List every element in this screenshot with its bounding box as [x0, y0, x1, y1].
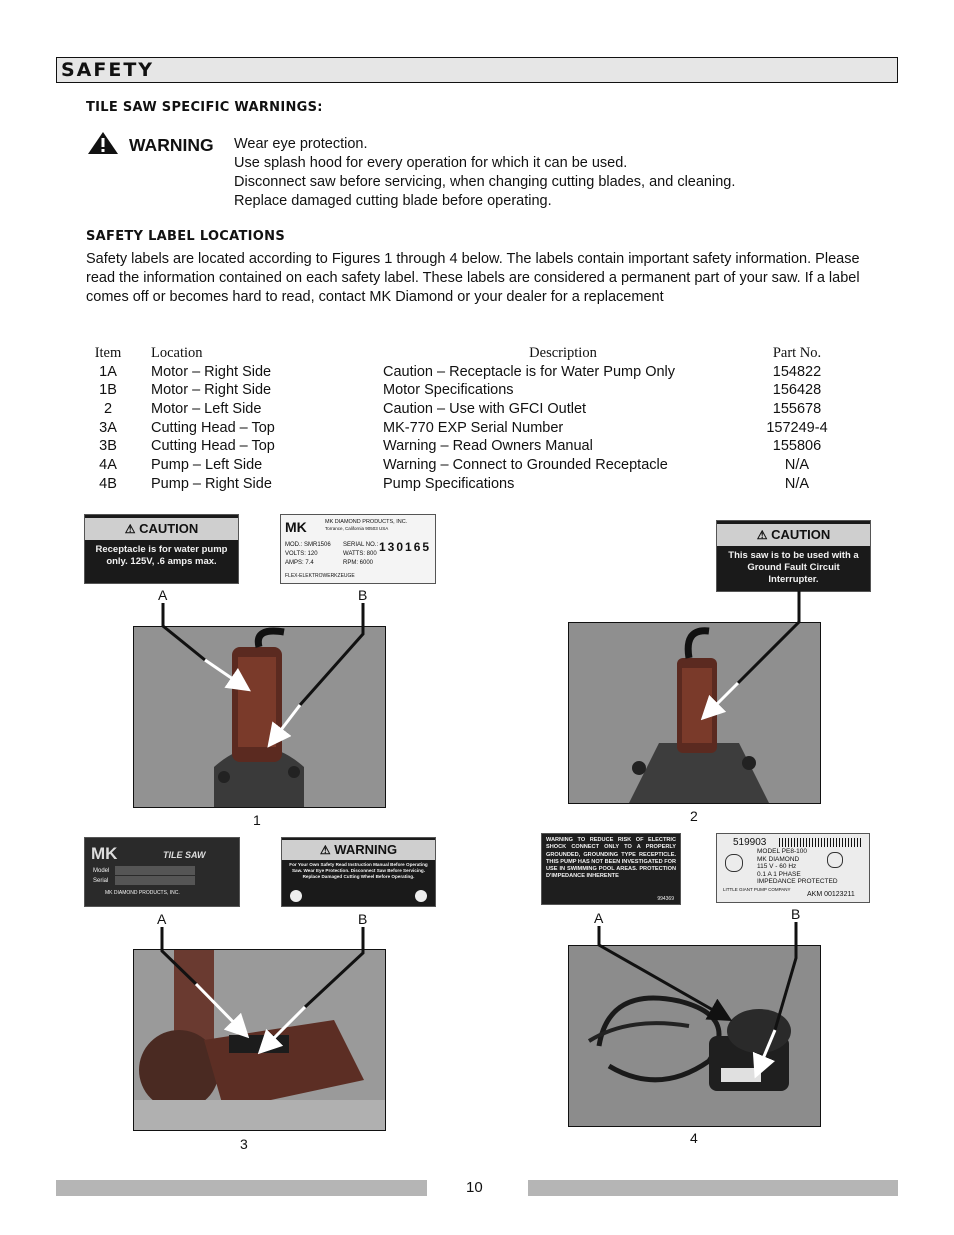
label-4a-code: 994369: [657, 896, 674, 902]
cell-part-no: 157249-4: [766, 419, 828, 436]
cell-location: Pump – Left Side: [151, 457, 263, 474]
label-1b-company: MK DIAMOND PRODUCTS, INC.: [325, 519, 408, 525]
label-4a-warning: [541, 833, 681, 905]
cell-description: MK-770 EXP Serial Number: [383, 419, 564, 436]
cell-part-no: N/A: [784, 475, 810, 492]
table-row: [86, 364, 846, 383]
label-3a-model: Model: [93, 868, 110, 874]
label-locations-heading: SAFETY LABEL LOCATIONS: [86, 229, 285, 244]
label-1b-serial-label: SERIAL NO.:: [343, 542, 379, 548]
cell-location: Cutting Head – Top: [151, 419, 275, 436]
warning-line: Use splash hood for every operation for which it can be used.: [234, 155, 628, 171]
label-1b-rpm: RPM: 6000: [343, 560, 374, 566]
figure-1-number: 1: [253, 812, 261, 828]
figure-2-number: 2: [690, 808, 698, 824]
label-1a-body: Receptacle is for water pump only. 125V, .6 amps max.: [95, 544, 228, 567]
warning-line: Replace damaged cutting blade before operating.: [234, 193, 552, 209]
label-1b-amps: AMPS: 7.4: [285, 560, 314, 566]
table-row: [86, 457, 846, 476]
label-1a-caution: ⚠ CAUTION Receptacle is for water pump only. 125V, .6 amps max.: [84, 514, 239, 584]
table-header-row: [86, 345, 846, 364]
cell-item: 4B: [99, 475, 117, 492]
figure-1-letter-b: B: [358, 587, 368, 603]
figure-4-number: 4: [690, 1130, 698, 1146]
label-1a-title: CAUTION: [139, 521, 199, 536]
header-location: Location: [151, 345, 203, 361]
cell-description: Pump Specifications: [383, 475, 515, 492]
warning-word: WARNING: [129, 135, 214, 155]
cell-item: 2: [103, 401, 113, 418]
cell-item: 1B: [99, 382, 117, 399]
cell-description: Caution – Receptacle is for Water Pump Only: [383, 363, 676, 380]
label-4a-text: WARNING TO REDUCE RISK OF ELECTRIC SHOCK CONNECT ONLY TO A PROPERLY GROUNDED, GROUNDING TYPE RECEPTICLE. THIS PUMP HAS NOT BEEN INVESTIGATED FOR USE IN SWIMMING POOL AREAS. PROTECTION D'IMPEDANCE INHERENTE: [546, 837, 677, 880]
warning-line: Wear eye protection.: [234, 136, 368, 152]
label-4b-spec2: 0.1 A 1 PHASE: [757, 870, 801, 878]
cell-item: 3A: [99, 419, 117, 436]
cell-description: Warning – Read Owners Manual: [383, 438, 593, 455]
figure-3-photo: [133, 949, 386, 1131]
section-header-bar: [56, 57, 898, 83]
cell-location: Motor – Right Side: [151, 363, 272, 380]
label-4b-spec1: 115 V - 60 Hz: [757, 863, 797, 870]
label-4b-maker: LITTLE GIANT PUMP COMPANY: [723, 887, 791, 892]
cell-description: Motor Specifications: [383, 382, 514, 399]
figure-4-photo: [568, 945, 821, 1127]
label-3b-warning: ⚠ WARNING For Your Own Safety Read Instruction Manual Before Operating Saw. Wear Eye Protection. Disconnect Saw Before Servicing. Replace Damaged Cutting Wheel Before Operating.: [281, 837, 436, 907]
label-1b-mod: MOD.: SMR1506: [285, 542, 331, 548]
warning-triangle-icon: [87, 131, 119, 155]
label-1b-watts: WATTS: 800: [343, 551, 377, 557]
label-3a-serial: [84, 837, 240, 907]
label-4b-pump-spec: [716, 833, 870, 903]
cell-item: 1A: [99, 363, 117, 380]
label-parts-table: [86, 345, 846, 495]
label-3a-company: MK DIAMOND PRODUCTS, INC.: [105, 890, 180, 896]
cell-location: Motor – Left Side: [151, 401, 262, 418]
cell-description: Caution – Use with GFCI Outlet: [383, 401, 587, 418]
table-row: [86, 382, 846, 401]
label-locations-paragraph: Safety labels are located according to Figures 1 through 4 below. The labels contain important safety information. Please read the information contained on each safety label. These labels are considered a permanent part of your saw. If a label comes off or becomes hard to read, contact MK Diamond or your dealer for a replacement: [86, 251, 860, 305]
footer-bar-left: [56, 1180, 427, 1196]
label-2-caution: ⚠ CAUTION This saw is to be used with a Ground Fault Circuit Interrupter.: [716, 520, 871, 592]
warning-line: Disconnect saw before servicing, when changing cutting blades, and cleaning.: [234, 174, 736, 190]
label-3a-model-name: TILE SAW: [163, 850, 206, 860]
table-row: [86, 401, 846, 420]
page-number: 10: [466, 1179, 483, 1196]
cell-item: 4A: [99, 457, 117, 474]
figure-4-letter-a: A: [594, 910, 604, 926]
cell-item: 3B: [99, 438, 117, 455]
label-4b-top: 519903: [733, 837, 767, 848]
label-3b-title: WARNING: [334, 842, 398, 857]
cell-location: Cutting Head – Top: [151, 438, 275, 455]
cell-description: Warning – Connect to Grounded Receptacle: [383, 457, 668, 474]
section-title: SAFETY: [61, 59, 155, 81]
label-1b-footer: FLEX-ELEKTROWERKZEUGE: [285, 573, 355, 579]
figure-3-number: 3: [240, 1136, 248, 1152]
label-1b-volts: VOLTS: 120: [285, 551, 318, 557]
header-item: Item: [94, 345, 122, 361]
label-4b-impedance: IMPEDANCE PROTECTED: [757, 878, 838, 885]
header-description: Description: [529, 345, 597, 361]
csa-mark-icon: [725, 854, 743, 872]
warning-lines: [234, 135, 735, 211]
label-1b-serial: 130165: [379, 540, 432, 554]
figure-3-letter-a: A: [157, 911, 167, 927]
cell-location: Pump – Right Side: [151, 475, 272, 492]
label-2-body: This saw is to be used with a Ground Fault Circuit Interrupter.: [728, 550, 859, 585]
barcode-icon: [779, 838, 863, 847]
label-4b-code: AKM 00123211: [807, 891, 855, 898]
table-row: [86, 438, 846, 457]
label-1b-city: Torrance, California 90503 USA: [325, 526, 389, 531]
label-1b-brand: MK: [285, 519, 307, 535]
footer-bar-right: [528, 1180, 898, 1196]
cell-location: Motor – Right Side: [151, 382, 272, 399]
label-2-title: CAUTION: [771, 527, 831, 542]
label-1b-motor-spec: [280, 514, 436, 584]
label-3a-serial: Serial: [93, 878, 109, 884]
figure-3-letter-b: B: [358, 911, 368, 927]
cell-part-no: 155806: [772, 438, 822, 455]
label-3a-brand: MK: [91, 844, 118, 863]
figure-2-photo: [568, 622, 821, 804]
cell-part-no: 154822: [772, 363, 822, 380]
header-part-no: Part No.: [772, 345, 822, 361]
figure-1-letter-a: A: [158, 587, 168, 603]
table-row: [86, 476, 846, 495]
cell-part-no: 156428: [772, 382, 822, 399]
table-row: [86, 420, 846, 439]
cell-part-no: N/A: [784, 457, 810, 474]
label-4b-model: MODEL PE8-100: [757, 848, 807, 855]
tile-saw-warnings-heading: TILE SAW SPECIFIC WARNINGS:: [86, 100, 323, 115]
label-4b-brand: MK DIAMOND: [757, 855, 800, 863]
figure-1-photo: [133, 626, 386, 808]
label-3b-body: For Your Own Safety Read Instruction Manual Before Operating Saw. Wear Eye Protection. Disconnect Saw Before Servicing. Replace Damaged Cutting Wheel Before Operating.: [289, 862, 428, 879]
cell-part-no: 155678: [772, 401, 822, 418]
figure-4-letter-b: B: [791, 906, 801, 922]
